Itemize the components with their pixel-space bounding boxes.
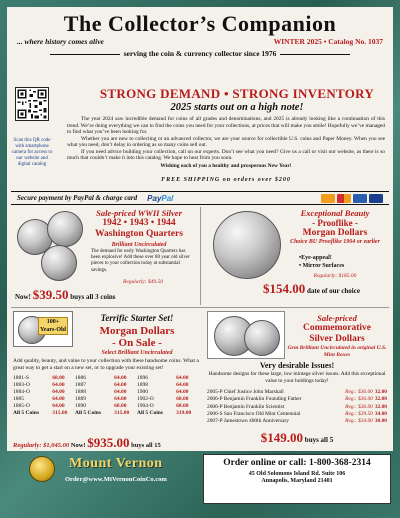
masthead-row [7,37,393,46]
table-row [13,382,199,389]
commemorative-offer[interactable] [205,309,389,451]
all5-label: All 5 Coins [136,410,163,416]
intro-paragraph: The year 2024 saw incredible demand for coins of all grades and denominations, and 2025 is already looking like a continuation of this trend. We’re doing everything we can to find the coins you need for your collections, at prices that will make you smile! Hopefully we’ve managed to find what you’ve been looking for. [67,116,385,135]
address-line: Annapolis, Maryland 21401 [261,478,333,484]
offer-grade: Select Brilliant Uncirculated [101,350,173,356]
coin-badge [13,311,73,347]
divider [11,307,389,308]
item-name: 2006-P Benjamin Franklin Founding Father [207,396,302,403]
tagline: ... where history comes alive [17,37,104,46]
price-cell: 64.00 [52,389,65,395]
offer-subtitle: - On Sale - [112,337,162,349]
age-badge: 100+ Years-Old [40,319,66,333]
table-row [13,410,199,417]
morgan-dollar-icon [213,211,281,279]
rule-left [50,54,120,55]
offer-years: 1942 • 1943 • 1944 [102,218,176,228]
offer-price [263,281,389,297]
intro-wishes: Wishing each of you a healthy and prosperous New Year! [160,162,292,169]
prooflike-morgan-offer[interactable] [203,207,389,307]
date-cell: 1900 [136,389,148,395]
date-cell: 1886 [74,375,86,381]
now-label: Now! [15,293,31,301]
offer-title: Commemorative [302,323,372,333]
date-cell: 1884-O [13,389,30,395]
offer-kicker: Exceptional Beauty [300,208,370,218]
item-price: 32.00 [374,403,387,410]
washington-quarters-offer[interactable] [11,207,197,307]
date-cell: 1885 [13,396,24,402]
date-cell: 1904-O [136,403,154,409]
rule-right [280,54,350,55]
payment-label: Secure payment by PayPal & charge card [17,194,138,202]
intro-section [7,82,393,190]
offer-title: Washington Quarters [95,229,183,239]
price-cell: 64.00 [114,375,127,381]
offer-price [207,430,387,446]
discover-card-icon [321,194,335,203]
now-label: Now! [70,442,86,449]
date-cell: 1881-S [13,375,29,381]
price-cell: 64.00 [176,389,189,395]
offer-grade: Choice BU Prooflike 1904 or earlier [290,239,380,245]
offer-kicker: Sale-priced [317,313,357,323]
quarter-coin-icon [41,245,77,281]
table-row [13,403,199,410]
buy-note: buys all 5 [304,436,334,444]
price-cell: 319.00 [176,410,192,416]
paypal-logo [147,194,173,203]
price-cell: 64.00 [52,382,65,388]
date-price-table [13,375,199,417]
offer-kicker: Sale-priced WWII Silver [96,208,182,218]
item-price: 34.00 [374,410,387,417]
card-logos [321,194,383,203]
table-row [13,396,199,403]
table-row [13,375,199,382]
intro-paragraph: If you need advice building your collection, call on our experts. Don’t see what you need? Give us a call or visit our website, as there is so much that couldn’t make it into this catalog. We hope to hear from you soon. [67,148,385,161]
price-cell: 64.00 [176,382,189,388]
all5-label: All 5 Coins [13,410,39,416]
qr-note: Scan this QR code with smartphone camera for access to our website and digital catalog [11,138,53,167]
feature-item: •Eye-appeal! [299,255,332,261]
catalog-sheet [7,7,393,451]
intro-headline: STRONG DEMAND • STRONG INVENTORY [99,86,375,101]
intro-body [67,116,385,169]
payment-bar [11,191,389,205]
offer-kicker: Terrific Starter Set! [100,313,174,323]
item-regular: Reg.: $39.50 [345,410,373,417]
intro-subhead: 2025 starts out on a high note! [170,102,304,113]
visa-card-icon [353,194,367,203]
table-row [13,389,199,396]
date-cell: 1889 [74,396,86,402]
price-cell: 315.00 [114,410,130,416]
order-phone[interactable]: Order online or call: 1-800-368-2314 [223,458,371,468]
price-value: $935.00 [87,435,130,450]
price-cell: 68.00 [52,375,65,381]
item-name: 2007-P Jamestown 400th Anniversary [207,418,289,425]
date-cell: 1902-O [136,396,154,402]
offer-grade: Gem Brilliant Uncirculated in original U.S. Mint Boxes [287,345,387,358]
commemorative-coin-icon [244,320,280,356]
price-cell: 64.00 [52,403,65,409]
free-shipping-note: FREE SHIPPING on orders over $200 [161,177,291,183]
item-name: 2005-P Chief Justice John Marshall [207,389,284,395]
item-regular: Reg.: $36.00 [345,403,373,410]
offer-description: Add quality, beauty, and value to your collection with these handsome coins. What a great way to get a start on a new set, or to upgrade your existing set! [13,358,199,371]
list-item [207,396,387,403]
offer-price [15,287,197,303]
regular-price: Regularly: $1,045.00 [13,442,70,449]
offer-headline: Very desirable Issues! [259,361,335,370]
commemorative-list [207,389,387,425]
price-cell: 64.00 [176,375,189,381]
date-cell: 1885-O [13,403,30,409]
feature-item: • Mirror Surfaces [299,263,345,269]
price-cell: 68.00 [176,403,189,409]
item-name: 2006-S San Francisco Old Mint Centennial [207,410,301,417]
qr-code-icon[interactable] [15,87,49,121]
item-price: 30.00 [374,418,387,425]
quarter-coin-icon [47,211,83,247]
price-cell: 68.00 [176,396,189,402]
date-cell: 1890 [74,403,86,409]
price-cell: 68.00 [114,403,127,409]
list-item [207,418,387,425]
list-item [207,404,387,411]
buy-note: buys all 3 coins [70,293,116,301]
item-regular: Reg.: $36.00 [345,389,373,395]
subtitle-text: serving the coin & currency collector since 1976 [123,49,277,58]
date-cell: 1887 [74,382,86,388]
item-regular: Reg.: $34.00 [345,418,373,425]
price-cell: 64.00 [114,396,127,402]
price-value: $154.00 [263,281,306,296]
item-price: 32.00 [374,389,387,395]
regular-price: Regularly: $49.50 [122,279,164,285]
footer [7,454,393,511]
offer-title: Morgan Dollars [302,228,368,238]
price-cell: 64.00 [114,389,127,395]
offer-title-2: Silver Dollars [309,334,365,344]
catalog-number: WINTER 2025 • Catalog No. 1037 [273,37,383,46]
price-value: $149.00 [260,430,304,445]
divider [200,207,201,305]
masthead [7,7,393,75]
all5-label: All 5 Coins [74,410,101,416]
item-regular: Reg.: $36.00 [345,396,373,403]
brand-name: Mount Vernon [69,456,163,471]
order-box [203,454,391,504]
intro-paragraph: Whether you are new to collecting or an advanced collector, we are your source for collectible U.S. coins and Paper Money. When you see what you need, don’t delay in ordering as so many coins sell out. [67,135,385,148]
buy-note: buys all 15 [131,442,161,449]
offer-subtitle: - Prooflike - [312,218,358,228]
catalog-title: The Collector’s Companion [63,11,337,36]
date-cell: 1896 [136,375,148,381]
offer-description: The demand for early Washington Quarters has been explosive! Add these over 80 year old silver pieces to your collection today at substantial savings. [91,249,190,273]
morgan-starter-set-offer[interactable] [11,309,201,451]
date-cell: 1888 [74,389,86,395]
offer-price [13,435,199,451]
date-cell: 1898 [136,382,148,388]
mint-box-image [207,311,285,359]
offer-description: Handsome designs for these large, low mintage silver issues. Add this exceptional value to your holdings today! [208,371,386,384]
date-cell: 1883-O [13,382,30,388]
offer-title: Morgan Dollars [99,325,175,337]
paypal-part1: Pay [147,193,162,203]
mastercard-icon [337,194,351,203]
amex-card-icon [369,194,383,203]
website-link[interactable]: Order@www.MtVernonCoinCo.com [65,476,167,483]
item-price: 32.00 [374,396,387,403]
date-note: date of our choice [307,287,360,295]
masthead-subtitle [7,49,393,58]
regular-price: Regularly: $185.00 [313,273,357,279]
price-cell: 315.00 [52,410,68,416]
item-name: 2006-P Benjamin Franklin Scientist [207,403,285,410]
paypal-part2: Pal [161,193,174,203]
price-cell: 64.00 [114,382,127,388]
price-cell: 64.00 [52,396,65,402]
mount-vernon-logo-icon [29,456,55,482]
address-line: 45 Old Solomons Island Rd. Suite 106 [248,471,346,477]
offer-grade: Brilliant Uncirculated [111,242,167,248]
price-value: $39.50 [32,287,69,302]
